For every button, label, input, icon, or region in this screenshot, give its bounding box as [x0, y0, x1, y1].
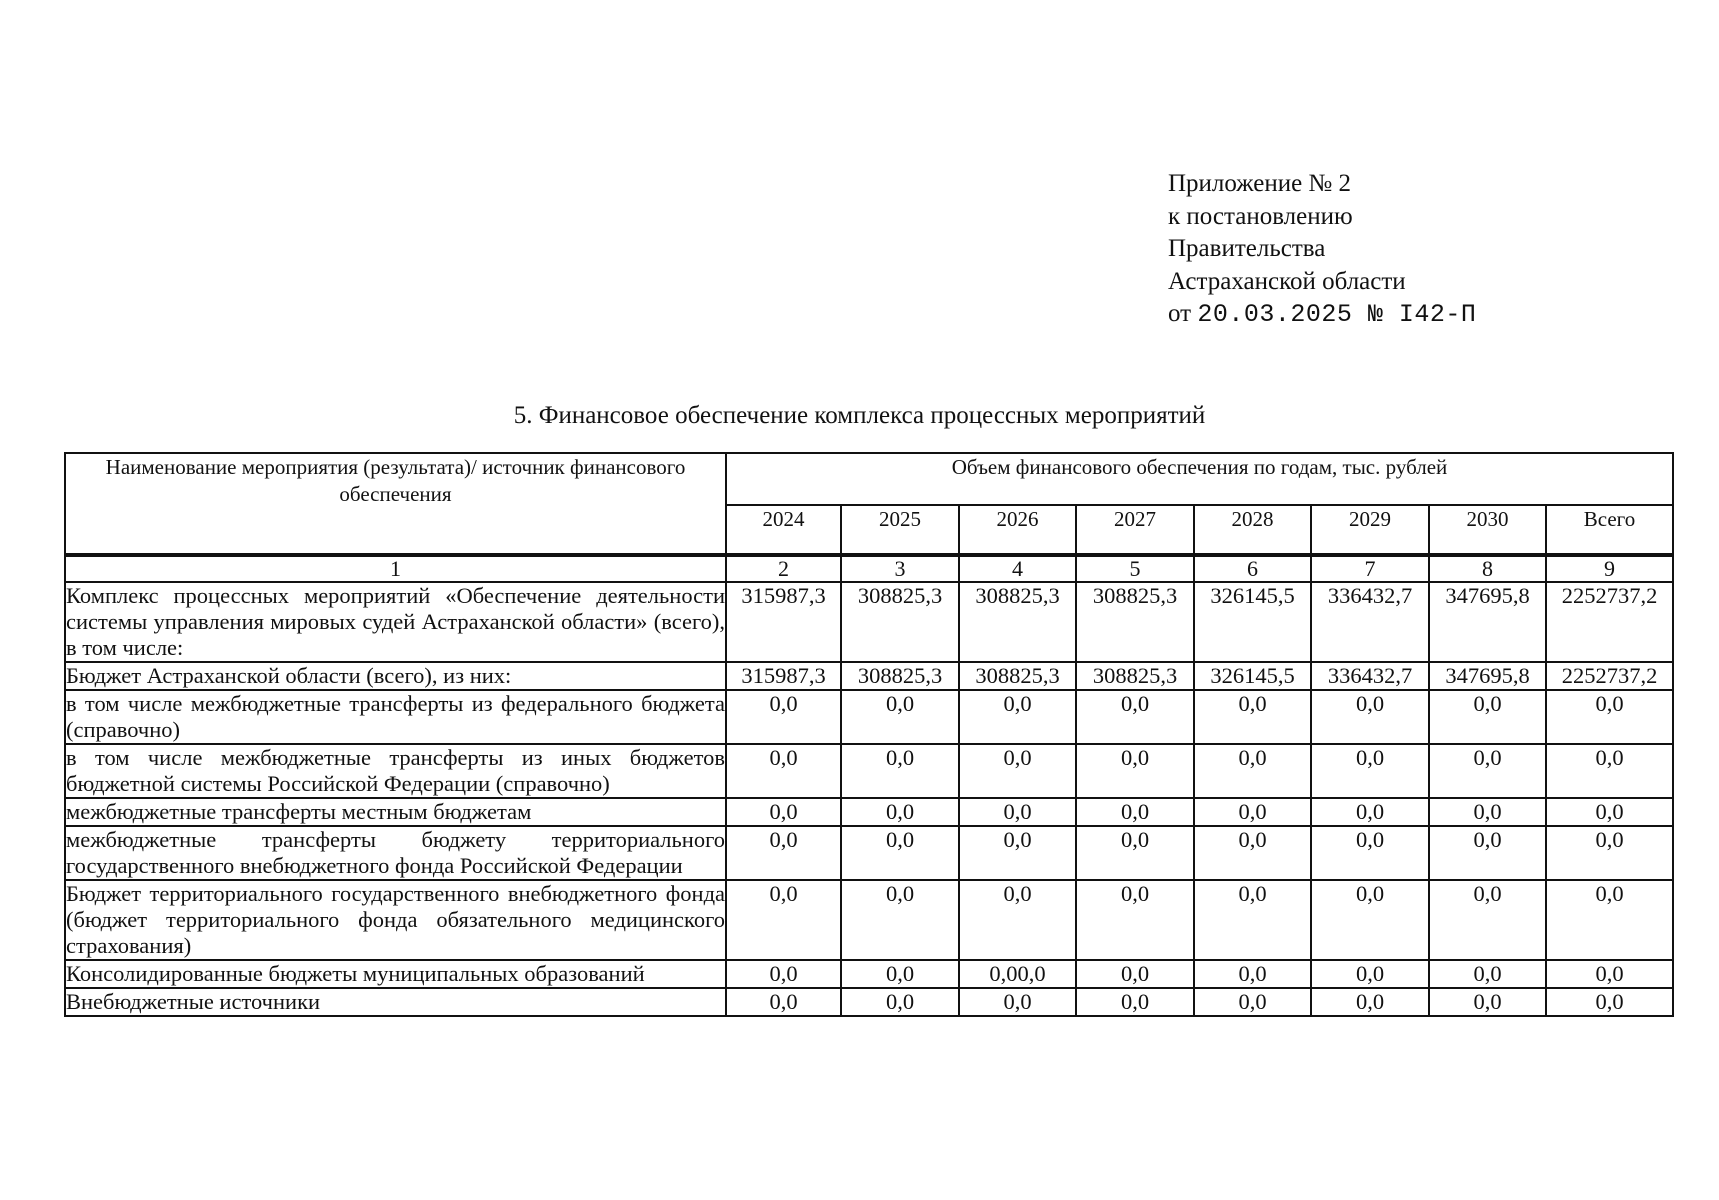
row-value: 0,0 — [1076, 880, 1194, 960]
row-value: 0,0 — [1194, 880, 1311, 960]
year-header: 2026 — [959, 505, 1076, 555]
row-total-value: 0,0 — [1546, 880, 1673, 960]
row-total-value: 0,0 — [1546, 826, 1673, 880]
row-value: 308825,3 — [1076, 582, 1194, 662]
row-value: 0,0 — [959, 744, 1076, 798]
row-value: 315987,3 — [726, 662, 841, 690]
row-value: 0,0 — [1429, 826, 1546, 880]
row-value: 336432,7 — [1311, 662, 1429, 690]
financing-table — [64, 452, 1674, 1017]
row-name: Комплекс процессных мероприятий «Обеспечение деятельности системы управления мировых судей Астраханской области» (всего), в том числе: — [66, 583, 725, 660]
row-value: 0,0 — [1076, 960, 1194, 988]
row-value: 0,0 — [1429, 744, 1546, 798]
row-value: 308825,3 — [841, 662, 959, 690]
column-number: 6 — [1194, 555, 1311, 582]
row-total-value: 0,0 — [1546, 690, 1673, 744]
row-value: 0,0 — [726, 988, 841, 1016]
section-title: 5. Финансовое обеспечение комплекса процессных мероприятий — [513, 402, 1206, 429]
row-value: 347695,8 — [1429, 662, 1546, 690]
row-value: 0,0 — [1429, 880, 1546, 960]
row-value: 0,0 — [1311, 880, 1429, 960]
table-row — [65, 798, 1673, 826]
column-numbers-row — [65, 555, 1673, 582]
row-name: межбюджетные трансферты бюджету территориального государственного внебюджетного фонда Российской Федерации — [66, 827, 725, 878]
year-header: 2028 — [1194, 505, 1311, 555]
row-name: в том числе межбюджетные трансферты из иных бюджетов бюджетной системы Российской Федерации (справочно) — [66, 745, 725, 796]
row-value: 308825,3 — [959, 582, 1076, 662]
column-number: 5 — [1076, 555, 1194, 582]
row-value: 0,0 — [726, 960, 841, 988]
appendix-line-2: к постановлению — [1168, 202, 1353, 230]
row-value: 0,0 — [1429, 690, 1546, 744]
row-value: 0,0 — [1311, 826, 1429, 880]
row-value: 0,0 — [1076, 826, 1194, 880]
row-value: 0,0 — [841, 960, 959, 988]
row-value: 347695,8 — [1429, 582, 1546, 662]
table-row — [65, 582, 1673, 662]
row-value: 308825,3 — [1076, 662, 1194, 690]
header-volume: Объем финансового обеспечения по годам, тыс. рублей — [726, 453, 1673, 505]
row-total-value: 2252737,2 — [1546, 662, 1673, 690]
year-header: 2024 — [726, 505, 841, 555]
row-value: 0,0 — [726, 690, 841, 744]
row-value: 0,0 — [1076, 744, 1194, 798]
row-value: 0,0 — [959, 826, 1076, 880]
row-value: 0,0 — [1194, 798, 1311, 826]
row-value: 0,0 — [959, 798, 1076, 826]
year-header: 2029 — [1311, 505, 1429, 555]
column-number: 7 — [1311, 555, 1429, 582]
row-name: Бюджет территориального государственного внебюджетного фонда (бюджет территориального фонда обязательного медицинского страхования) — [66, 881, 725, 958]
row-value: 0,0 — [841, 690, 959, 744]
row-value: 0,0 — [841, 744, 959, 798]
row-value: 0,0 — [1194, 690, 1311, 744]
appendix-block — [1168, 168, 1476, 332]
appendix-line-3: Правительства — [1168, 235, 1326, 262]
row-value: 0,0 — [1076, 690, 1194, 744]
column-number: 1 — [65, 555, 726, 582]
row-value: 336432,7 — [1311, 582, 1429, 662]
column-number: 2 — [726, 555, 841, 582]
column-number: 4 — [959, 555, 1076, 582]
row-value: 0,0 — [1429, 798, 1546, 826]
appendix-line-4: Астраханской области — [1168, 267, 1406, 295]
row-value: 0,0 — [959, 880, 1076, 960]
row-total-value: 0,0 — [1546, 988, 1673, 1016]
row-value: 0,0 — [1311, 988, 1429, 1016]
row-value: 326145,5 — [1194, 662, 1311, 690]
appendix-date-prefix: от — [1168, 300, 1192, 327]
row-total-value: 0,0 — [1546, 798, 1673, 826]
row-value: 0,0 — [1076, 988, 1194, 1016]
table-row — [65, 988, 1673, 1016]
row-value: 0,0 — [1194, 826, 1311, 880]
row-value: 0,0 — [959, 690, 1076, 744]
row-value: 0,0 — [841, 826, 959, 880]
row-value: 0,0 — [1311, 960, 1429, 988]
row-value: 0,0 — [726, 744, 841, 798]
row-name: Бюджет Астраханской области (всего), из них: — [65, 662, 726, 690]
row-value: 0,0 — [1076, 798, 1194, 826]
row-value: 0,0 — [841, 880, 959, 960]
row-value: 0,0 — [841, 988, 959, 1016]
row-value: 0,0 — [1311, 690, 1429, 744]
total-header: Всего — [1546, 505, 1673, 555]
row-value: 0,0 — [1311, 744, 1429, 798]
row-value: 0,0 — [1429, 988, 1546, 1016]
row-value: 0,0 — [1194, 960, 1311, 988]
column-number: 3 — [841, 555, 959, 582]
row-value: 308825,3 — [841, 582, 959, 662]
table-row — [65, 880, 1673, 960]
row-value: 308825,3 — [959, 662, 1076, 690]
row-total-value: 0,0 — [1546, 960, 1673, 988]
row-value: 326145,5 — [1194, 582, 1311, 662]
year-header: 2025 — [841, 505, 959, 555]
row-value: 0,0 — [1429, 960, 1546, 988]
row-name: Консолидированные бюджеты муниципальных образований — [65, 960, 726, 988]
row-total-value: 2252737,2 — [1546, 582, 1673, 662]
row-value: 0,0 — [1194, 988, 1311, 1016]
row-value: 0,0 — [726, 880, 841, 960]
column-number: 9 — [1546, 555, 1673, 582]
row-name: Внебюджетные источники — [65, 988, 726, 1016]
row-value: 0,0 — [726, 826, 841, 880]
table-row — [65, 690, 1673, 744]
appendix-date-line — [1168, 298, 1476, 332]
row-name: в том числе межбюджетные трансферты из федерального бюджета (справочно) — [66, 691, 725, 742]
year-header: 2027 — [1076, 505, 1194, 555]
row-value: 315987,3 — [726, 582, 841, 662]
table-row — [65, 960, 1673, 988]
table-row — [65, 826, 1673, 880]
appendix-line-1: Приложение № 2 — [1168, 170, 1352, 197]
appendix-date-value: 20.03.2025 № I42-П — [1197, 300, 1477, 329]
row-value: 0,0 — [726, 798, 841, 826]
row-value: 0,00,0 — [959, 960, 1076, 988]
table-row — [65, 662, 1673, 690]
row-value: 0,0 — [1311, 798, 1429, 826]
table-row — [65, 744, 1673, 798]
row-value: 0,0 — [959, 988, 1076, 1016]
column-number: 8 — [1429, 555, 1546, 582]
row-value: 0,0 — [841, 798, 959, 826]
year-header: 2030 — [1429, 505, 1546, 555]
row-name: межбюджетные трансферты местным бюджетам — [65, 798, 726, 826]
header-name: Наименование мероприятия (результата)/ источник финансового обеспечения — [65, 453, 726, 555]
row-value: 0,0 — [1194, 744, 1311, 798]
row-total-value: 0,0 — [1546, 744, 1673, 798]
